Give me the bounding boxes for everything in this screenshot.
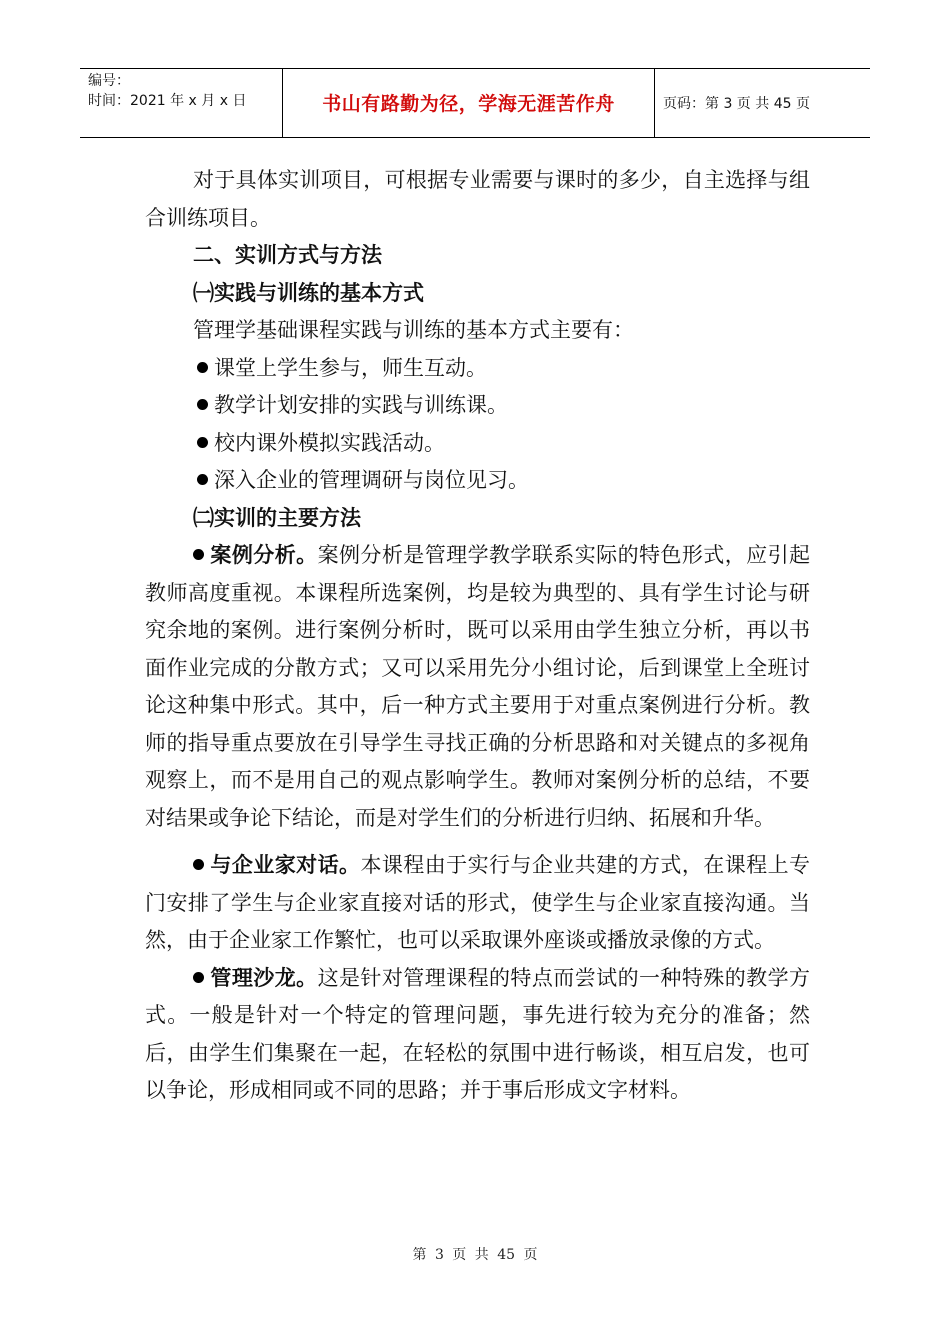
list-item <box>145 462 810 500</box>
list-item-text: 校内课外模拟实践活动。 <box>214 430 445 455</box>
method-title: 与企业家对话。 <box>210 853 361 877</box>
header-page-number: 页码：第 3 页 共 45 页 <box>663 96 810 112</box>
section-title: 二、实训方式与方法 <box>193 243 382 267</box>
list-item-text: 教学计划安排的实践与训练课。 <box>214 393 508 417</box>
header-motto-cell <box>283 69 655 137</box>
list-item <box>145 350 810 388</box>
list-item-text: 课堂上学生参与，师生互动。 <box>214 355 487 380</box>
header-meta-cell <box>80 69 283 137</box>
bullet-icon <box>197 437 208 448</box>
bullet-icon <box>193 859 204 870</box>
document-code-label: 编号： <box>88 73 130 89</box>
header-motto: 书山有路勤为径，学海无涯苦作舟 <box>322 93 615 115</box>
method-text: 本课程由于实行与企业共建的方式，在课程上专门安排了学生与企业家直接对话的形式，使学生与企业家直接沟通。当然，由于企业家工作繁忙，也可以采取课外座谈或播放录像的方式。 <box>145 853 811 952</box>
document-date-label: 时间：2021 年 x 月 x 日 <box>88 93 247 109</box>
bullet-icon <box>193 972 204 983</box>
page-footer: 第 3 页 共 45 页 <box>412 1247 538 1263</box>
method-title: 管理沙龙。 <box>210 965 318 990</box>
method-paragraph-entrepreneur-dialogue <box>145 847 810 960</box>
list-item-text: 深入企业的管理调研与岗位见习。 <box>214 468 529 492</box>
subsection-1-intro: 管理学基础课程实践与训练的基本方式主要有： <box>193 318 634 342</box>
header-page-cell <box>655 69 870 137</box>
method-paragraph-case-analysis <box>145 537 810 837</box>
method-title: 案例分析。 <box>210 543 318 567</box>
subsection-title-2: ㈡实训的主要方法 <box>193 505 361 530</box>
list-item <box>145 387 810 425</box>
bullet-icon <box>193 549 204 560</box>
page-header <box>80 68 870 138</box>
list-item <box>145 425 810 463</box>
bullet-icon <box>197 399 208 410</box>
document-body <box>145 162 810 1110</box>
method-paragraph-management-salon <box>145 960 810 1110</box>
method-text: 案例分析是管理学教学联系实际的特色形式，应引起教师高度重视。本课程所选案例，均是较为典型的、具有学生讨论与研究余地的案例。进行案例分析时，既可以采用由学生独立分析，再以书面作业完成的分散方式；又可以采用先分小组讨论，后到课堂上全班讨论这种集中形式。其中，后一种方式主要用于对重点案例进行分析。教师的指导重点要放在引导学生寻找正确的分析思路和对关键点的多视角观察上，而不是用自己的观点影响学生。教师对案例分析的总结，不要对结果或争论下结论，而是对学生们的分析进行归纳、拓展和升华。 <box>145 543 811 830</box>
bullet-icon <box>197 474 208 485</box>
intro-paragraph: 对于具体实训项目，可根据专业需要与课时的多少，自主选择与组合训练项目。 <box>145 168 810 230</box>
method-text: 这是针对管理课程的特点而尝试的一种特殊的教学方式。一般是针对一个特定的管理问题，事先进行较为充分的准备；然后，由学生们集聚在一起，在轻松的氛围中进行畅谈，相互启发，也可以争论，形成相同或不同的思路；并于事后形成文字材料。 <box>145 965 811 1102</box>
subsection-title-1: ㈠实践与训练的基本方式 <box>193 280 424 305</box>
bullet-icon <box>197 362 208 373</box>
